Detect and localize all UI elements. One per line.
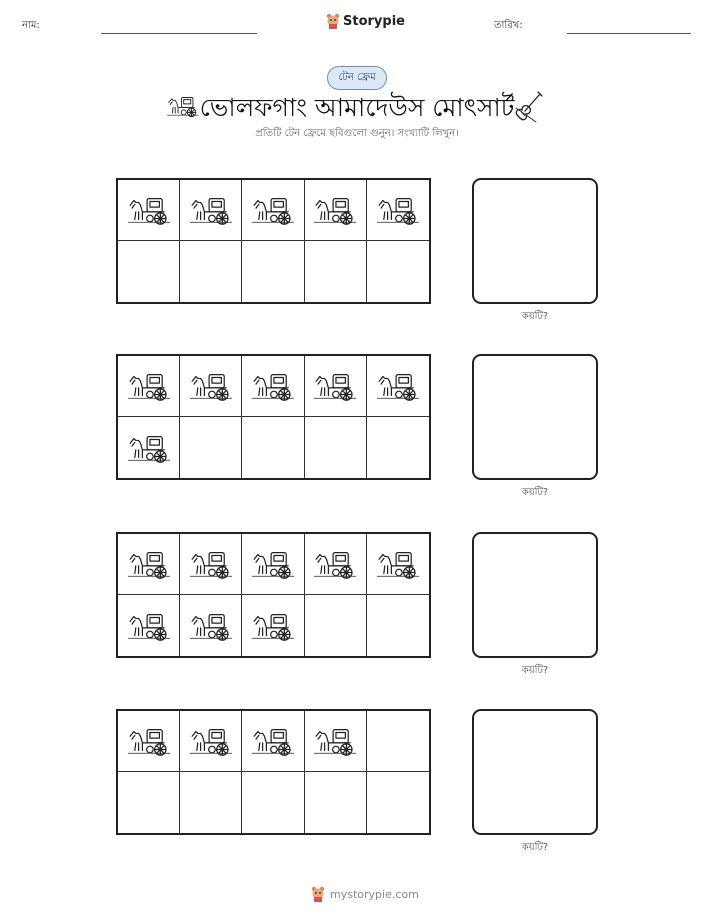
answer-box[interactable] xyxy=(472,178,598,304)
date-line[interactable] xyxy=(567,33,691,34)
ten-frame-cell xyxy=(242,180,304,241)
ten-frame-cell xyxy=(180,417,242,478)
ten-frame-cell xyxy=(305,356,367,417)
ten-frame-cell xyxy=(118,241,180,302)
answer-box[interactable] xyxy=(472,709,598,835)
ten-frame-cell xyxy=(305,595,367,656)
ten-frame-cell xyxy=(118,772,180,833)
horse-carriage-icon xyxy=(126,369,172,403)
ten-frame-cell xyxy=(180,711,242,772)
ten-frame-cell xyxy=(367,711,429,772)
ten-frame-cell xyxy=(118,534,180,595)
tag-pill: টেন ফ্রেম xyxy=(327,66,387,90)
ten-frame-cell xyxy=(180,772,242,833)
ten-frame-cell xyxy=(118,417,180,478)
ten-frame-cell xyxy=(367,595,429,656)
horse-carriage-icon xyxy=(188,193,234,227)
ten-frame-cell xyxy=(242,241,304,302)
answer-box[interactable] xyxy=(472,354,598,480)
name-label: নাম: xyxy=(22,20,40,31)
horse-carriage-icon xyxy=(188,724,234,758)
answer-label: কয়টি? xyxy=(521,665,549,676)
answer-box[interactable] xyxy=(472,532,598,658)
violin-icon xyxy=(510,88,546,124)
answer-label: কয়টি? xyxy=(521,487,549,498)
horse-carriage-icon xyxy=(250,609,296,643)
ten-frame-cell xyxy=(242,534,304,595)
horse-carriage-icon xyxy=(126,431,172,465)
ten-frame xyxy=(116,178,431,304)
ten-frame-cell xyxy=(305,180,367,241)
horse-carriage-icon xyxy=(250,369,296,403)
horse-carriage-icon xyxy=(188,547,234,581)
ten-frame-cell xyxy=(242,356,304,417)
page-title: ভোলফগাং আমাদেউস মোৎসার্ট xyxy=(199,93,515,122)
ten-frame-cell xyxy=(305,772,367,833)
ten-frame-cell xyxy=(118,180,180,241)
ten-frame-cell xyxy=(242,595,304,656)
ten-frame-cell xyxy=(180,534,242,595)
date-label: তারিখ: xyxy=(494,20,523,31)
ten-frame-cell xyxy=(118,356,180,417)
ten-frame-cell xyxy=(242,711,304,772)
ten-frame-cell xyxy=(367,356,429,417)
horse-carriage-icon xyxy=(126,724,172,758)
horse-carriage-icon xyxy=(375,193,421,227)
horse-carriage-icon xyxy=(312,724,358,758)
horse-carriage-icon xyxy=(250,724,296,758)
ten-frame-cell xyxy=(180,356,242,417)
storypie-logo xyxy=(326,13,405,29)
horse-carriage-icon xyxy=(312,369,358,403)
ten-frame-cell xyxy=(367,772,429,833)
horse-carriage-icon xyxy=(250,193,296,227)
answer-label: কয়টি? xyxy=(521,311,549,322)
horse-carriage-icon xyxy=(375,369,421,403)
horse-carriage-icon xyxy=(250,547,296,581)
horse-carriage-icon xyxy=(126,193,172,227)
storypie-bear-icon xyxy=(326,13,340,29)
ten-frame xyxy=(116,354,431,480)
ten-frame-cell xyxy=(305,534,367,595)
ten-frame-cell xyxy=(305,417,367,478)
answer-label: কয়টি? xyxy=(521,842,549,853)
brand-name: Storypie xyxy=(343,13,405,29)
horse-carriage-icon xyxy=(375,547,421,581)
footer-site: mystorypie.com xyxy=(330,887,419,901)
ten-frame-cell xyxy=(118,595,180,656)
horse-carriage-icon xyxy=(312,193,358,227)
ten-frame xyxy=(116,709,431,835)
ten-frame xyxy=(116,532,431,658)
ten-frame-cell xyxy=(180,241,242,302)
footer xyxy=(310,886,419,902)
horse-carriage-icon xyxy=(126,609,172,643)
horse-carriage-icon xyxy=(188,369,234,403)
ten-frame-cell xyxy=(367,534,429,595)
horse-carriage-icon xyxy=(312,547,358,581)
instructions: প্রতিটি টেন ফ্রেমে ছবিগুলো গুনুন। সংখ্যাটি লিখুন। xyxy=(255,128,459,139)
ten-frame-cell xyxy=(242,417,304,478)
ten-frame-cell xyxy=(305,241,367,302)
ten-frame-cell xyxy=(180,180,242,241)
horse-carriage-icon xyxy=(188,609,234,643)
storypie-bear-icon xyxy=(310,886,326,902)
ten-frame-cell xyxy=(367,417,429,478)
ten-frame-cell xyxy=(242,772,304,833)
ten-frame-cell xyxy=(118,711,180,772)
ten-frame-cell xyxy=(305,711,367,772)
ten-frame-cell xyxy=(367,241,429,302)
ten-frame-cell xyxy=(367,180,429,241)
ten-frame-cell xyxy=(180,595,242,656)
horse-carriage-icon xyxy=(126,547,172,581)
name-line[interactable] xyxy=(101,33,257,34)
